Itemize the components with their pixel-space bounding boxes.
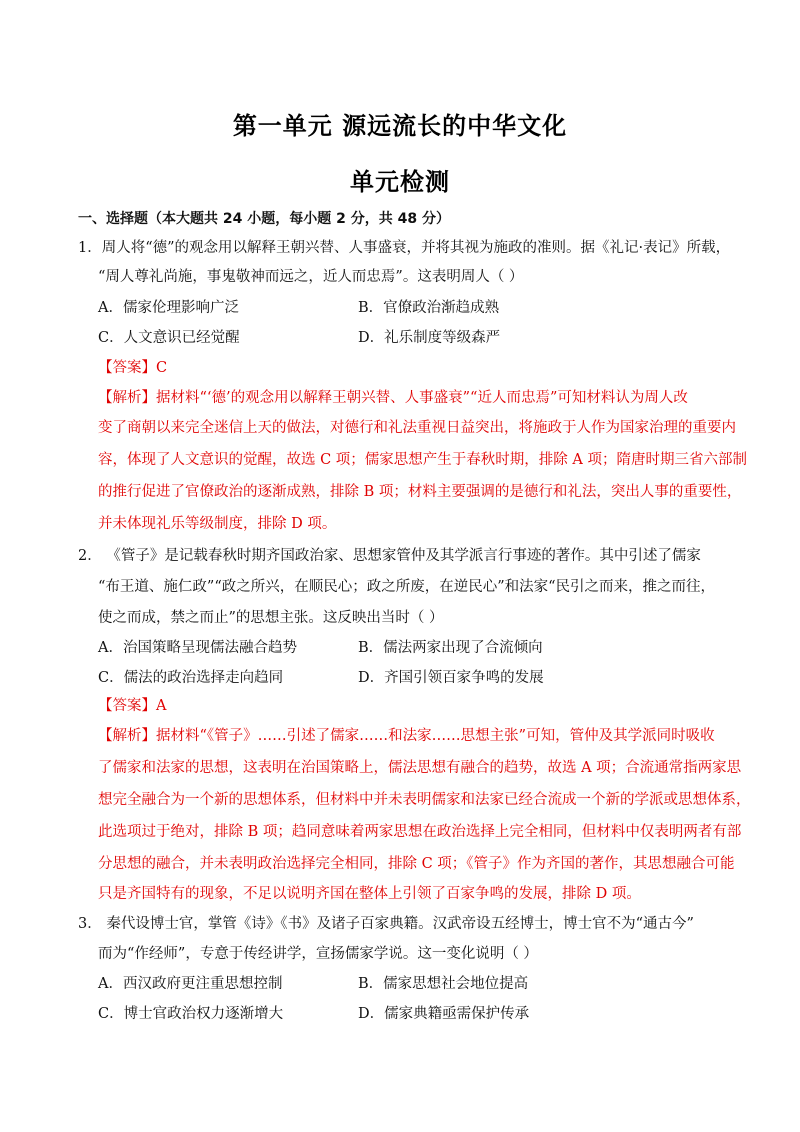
- q1-option-a: A．儒家伦理影响广泛: [98, 300, 239, 316]
- q2-option-c: C．儒法的政治选择走向趋同: [98, 670, 284, 686]
- q1-option-b: B．官僚政治渐趋成熟: [358, 300, 500, 316]
- q3-option-d: D．儒家典籍亟需保护传承: [358, 1006, 530, 1022]
- q2-answer: 【答案】A: [98, 698, 167, 714]
- q1-analysis-line: 变了商朝以来完全迷信上天的做法，对德行和礼法重视日益突出，将施政于人作为国家治理的重要内: [98, 420, 736, 436]
- q2-stem-line-1: 2． 《管子》是记载春秋时期齐国政治家、思想家管仲及其学派言行事迹的著作。其中引述了儒家: [78, 548, 701, 564]
- q3-option-b: B．儒家思想社会地位提高: [358, 976, 529, 992]
- q2-analysis-line: 此选项过于绝对，排除 B 项；趋同意味着两家思想在政治选择上完全相同，但材料中仅表明两者有部: [98, 824, 742, 840]
- q1-analysis-line: 容，体现了人文意识的觉醒，故选 C 项；儒家思想产生于春秋时期，排除 A 项；隋唐时期三省六部制: [98, 452, 747, 468]
- q3-stem-line-2: 而为“作经师”，专意于传经讲学，宣扬儒家学说。这一变化说明（ ）: [98, 946, 538, 962]
- page-title: 第一单元 源远流长的中华文化: [232, 112, 568, 140]
- q1-option-d: D．礼乐制度等级森严: [358, 330, 501, 346]
- q2-stem-line-2: “布王道、施仁政”“政之所兴，在顺民心；政之所废，在逆民心”和法家“民引之而来，推之而往，: [98, 579, 716, 595]
- q1-stem-line-1: 1．周人将“德”的观念用以解释王朝兴替、人事盛衰，并将其视为施政的准则。据《礼记·表记》所载，: [78, 240, 731, 256]
- q2-analysis-line: 分思想的融合，并未表明政治选择完全相同，排除 C 项；《管子》作为齐国的著作，其思想融合可能: [98, 856, 735, 872]
- q2-option-b: B．儒法两家出现了合流倾向: [358, 640, 543, 656]
- q1-analysis-line: 【解析】据材料“‘德’的观念用以解释王朝兴替、人事盛衰”“近人而忠焉”可知材料认为周人改: [98, 390, 688, 406]
- page-subtitle: 单元检测: [350, 168, 450, 196]
- q1-option-c: C．人文意识已经觉醒: [98, 330, 240, 346]
- q2-analysis-line: 【解析】据材料“《管子》……引述了儒家……和法家……思想主张”可知，管仲及其学派同时吸收: [98, 728, 715, 744]
- q3-stem-line-1: 3． 秦代设博士官，掌管《诗》《书》及诸子百家典籍。汉武帝设五经博士，博士官不为“通古今”: [78, 916, 694, 932]
- q1-stem-line-2: “周人尊礼尚施，事鬼敬神而远之，近人而忠焉”。这表明周人（ ）: [98, 269, 524, 285]
- q1-analysis-line: 的推行促进了官僚政治的逐渐成熟，排除 B 项；材料主要强调的是德行和礼法，突出人事的重要性，: [98, 484, 742, 500]
- q2-option-a: A．治国策略呈现儒法融合趋势: [98, 640, 297, 656]
- q2-analysis-line: 只是齐国特有的现象，不足以说明齐国在整体上引领了百家争鸣的发展，排除 D 项。: [98, 886, 641, 902]
- q2-stem-line-3: 使之而成，禁之而止”的思想主张。这反映出当时（ ）: [98, 610, 444, 626]
- q3-option-c: C．博士官政治权力逐渐增大: [98, 1006, 284, 1022]
- q3-option-a: A．西汉政府更注重思想控制: [98, 976, 283, 992]
- q2-option-d: D．齐国引领百家争鸣的发展: [358, 670, 544, 686]
- q2-analysis-line: 了儒家和法家的思想，这表明在治国策略上，儒法思想有融合的趋势，故选 A 项；合流通常指两家思: [98, 760, 742, 776]
- q1-answer: 【答案】C: [98, 360, 168, 376]
- q2-analysis-line: 想完全融合为一个新的思想体系，但材料中并未表明儒家和法家已经合流成一个新的学派或思想体系，: [98, 792, 751, 808]
- q1-analysis-line: 并未体现礼乐等级制度，排除 D 项。: [98, 516, 337, 532]
- section-header: 一、选择题（本大题共 24 小题，每小题 2 分，共 48 分）: [78, 211, 450, 227]
